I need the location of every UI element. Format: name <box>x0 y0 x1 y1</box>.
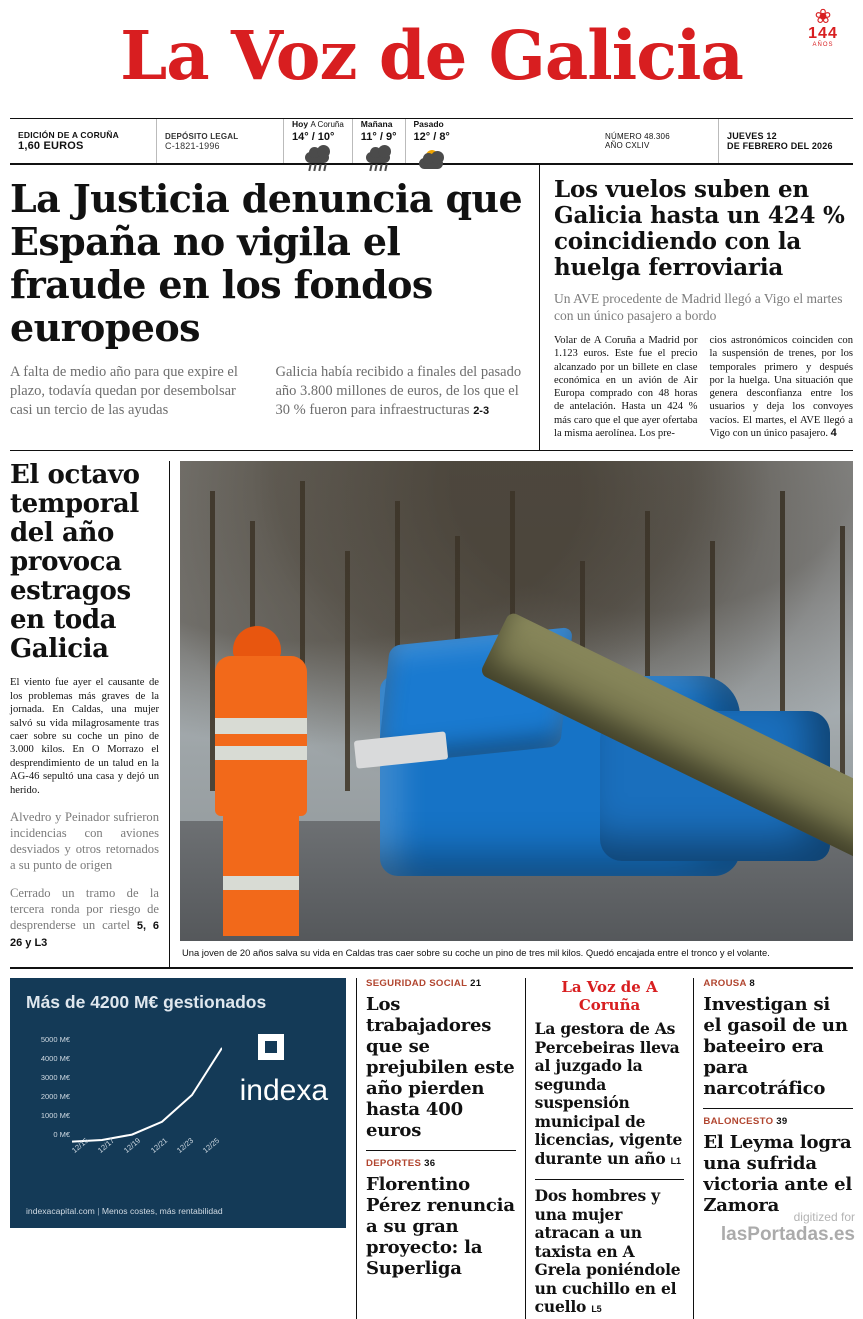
lead-story[interactable] <box>10 165 540 450</box>
local-section-masthead: La Voz de A Coruña <box>561 978 658 1015</box>
edition-price: 1,60 EUROS <box>18 140 84 152</box>
chart-line <box>72 1030 222 1148</box>
second-headline: Los vuelos suben en Galicia hasta un 424 % coincidiendo con la huelga ferroviaria <box>554 176 845 281</box>
storm-headline: El octavo temporal del año provoca estragos en toda Galicia <box>10 460 140 665</box>
top-stories-row <box>10 165 853 451</box>
publication-day: JUEVES 12 <box>727 131 777 141</box>
storm-page-ref: 5, 6 26 y L3 <box>10 920 159 950</box>
bottom-columns <box>346 978 853 1319</box>
bottom-headline-3a[interactable]: Investigan si el gasoil de un bateeiro era para narcotráfico <box>703 994 848 1100</box>
weather-today-temps: 14° / 10° <box>292 131 335 143</box>
chart-y-axis: 5000 M€ 4000 M€ 3000 M€ 2000 M€ 1000 M€ 0 M€ <box>40 1035 70 1140</box>
weather-tomorrow-day: Mañana <box>360 119 393 129</box>
ad-tagline: Menos costes, más rentabilidad <box>101 1206 223 1217</box>
issue-year: AÑO CXLIV <box>605 141 650 150</box>
second-page-ref: 4 <box>830 427 837 440</box>
flower-icon: ❀ <box>814 6 832 28</box>
weather-day-after <box>405 119 458 163</box>
ad-website[interactable]: indexacapital.com <box>26 1206 95 1217</box>
storm-photo-block <box>170 461 853 967</box>
legal-deposit-label: DEPÓSITO LEGAL <box>165 131 239 141</box>
kicker-seguridad-social: SEGURIDAD SOCIAL 21 <box>366 978 482 990</box>
second-story[interactable] <box>540 165 853 450</box>
storm-note-ring-road: Cerrado un tramo de la tercera ronda por riesgo de desprenderse un cartel 5, 6 26 y L3 <box>10 886 159 950</box>
divider <box>366 1150 516 1151</box>
lead-subhead-left: A falta de medio año para que expire el plazo, todavía quedan por desembolsar casi un tercio de las ayudas <box>10 364 238 418</box>
anniversary-label: AÑOS <box>812 42 834 48</box>
divider <box>703 1108 853 1109</box>
storm-body: El viento fue ayer el causante de los problemas más graves de la jornada. En Caldas, una mujer salvó su vida milagrosamente tras caer sobre su coche un pino de 3.000 kilos. En O Morrazo el desprendimiento de un talud en la AG-46 sepultó una casa y dejó un herido. <box>10 677 159 796</box>
lead-headline: La Justicia denuncia que España no vigila el fraude en los fondos europeos <box>10 176 523 350</box>
issue-number-value: NÚMERO 48.306 <box>605 132 670 141</box>
bottom-headline-1b[interactable]: Florentino Pérez renuncia a su gran proyecto: la Superliga <box>366 1174 515 1280</box>
storm-photo-caption: Una joven de 20 años salva su vida en Caldas tras caer sobre su coche un pino de tres mil kilos. Quedó encajada entre el tronco y el volante. <box>182 947 770 959</box>
kicker-deportes: DEPORTES 36 <box>366 1158 436 1170</box>
storm-note-airports: Alvedro y Peinador sufrieron incidencias con aviones desviados y otros retornados a su punto de origen <box>10 810 159 873</box>
anniversary-badge <box>799 8 847 49</box>
bottom-column-1 <box>356 978 526 1319</box>
ad-brand: indexa <box>239 1074 328 1108</box>
lead-page-ref: 2-3 <box>473 405 490 417</box>
emergency-worker <box>215 626 310 936</box>
bottom-headline-1a[interactable]: Los trabajadores que se prejubilen este año pierden hasta 400 euros <box>366 994 515 1142</box>
bottom-headline-2b[interactable]: Dos hombres y una mujer atracan a un taxista en A Grela poniéndole un cuchillo en el cuello L5 <box>534 1186 681 1317</box>
publication-month-year: DE FEBRERO DEL 2026 <box>727 141 833 151</box>
weather-day-after-day: Pasado <box>413 119 444 129</box>
bottom-column-2 <box>526 978 695 1319</box>
masthead <box>10 0 853 118</box>
edition-info <box>10 119 156 163</box>
issue-number <box>597 119 718 163</box>
bottom-headline-3b[interactable]: El Leyma logra una sufrida victoria ante el Zamora <box>703 1132 853 1217</box>
second-body-right: cios astronómicos coinciden con la suspensión de trenes, por los temporales primero y después por la huelga. Una situación que genera desconfianza entre los usuarios y deja los convoyes vacíos. El martes, el AVE llegó a Vigo con un único pasajero. 4 <box>709 335 853 440</box>
anniversary-number: 144 <box>808 25 838 42</box>
ad-footer: indexacapital.com | Menos costes, más rentabilidad <box>26 1206 223 1217</box>
info-bar <box>10 118 853 165</box>
legal-deposit-value: C-1821-1996 <box>165 140 220 151</box>
indexa-logo-icon <box>258 1034 284 1060</box>
weather-tomorrow-temps: 11° / 9° <box>360 131 397 143</box>
weather-today <box>283 119 352 163</box>
kicker-arousa: AROUSA 8 <box>703 978 755 990</box>
weather-tomorrow <box>352 119 405 163</box>
cloud-rain-icon <box>364 148 394 163</box>
storm-story[interactable] <box>10 461 170 967</box>
bottom-headline-2a[interactable]: La gestora de As Percebeiras lleva al juzgado la segunda suspensión municipal de licencias, vigente durante un año L1 <box>534 1019 683 1168</box>
weather-today-day: Hoy <box>292 119 309 129</box>
weather-day-after-temps: 12° / 8° <box>413 131 450 143</box>
storm-story-row <box>10 451 853 969</box>
cloud-rain-icon <box>303 148 333 163</box>
cloud-sun-icon <box>417 148 447 163</box>
legal-deposit <box>156 119 283 163</box>
chart-x-axis: 12/15 12/17 12/19 12/21 12/23 12/25 <box>70 1136 222 1156</box>
ad-title: Más de 4200 M€ gestionados <box>26 992 267 1013</box>
bottom-row <box>10 969 853 1319</box>
newspaper-title: La Voz de Galicia <box>120 16 743 95</box>
second-body-left: Volar de A Coruña a Madrid por 1.123 euros. Este fue el precio alcanzado por un billete en clase económica en un avión de Air Europa comprado con 48 horas de antelación. Hasta un 424 % más caro que el que ayer ofertaba la misma aerolínea. Los pre- <box>554 335 698 440</box>
divider <box>535 1179 685 1180</box>
advertisement-indexa[interactable] <box>10 978 346 1228</box>
kicker-baloncesto: BALONCESTO 39 <box>703 1116 788 1128</box>
watermark: digitized for lasPortadas.es <box>720 1210 855 1245</box>
weather-today-city: A Coruña <box>310 120 344 129</box>
storm-photo <box>180 461 853 941</box>
second-subhead: Un AVE procedente de Madrid llegó a Vigo el martes con un único pasajero a bordo <box>554 291 843 323</box>
publication-date <box>718 119 853 163</box>
ad-chart <box>26 1030 222 1170</box>
edition-name: EDICIÓN DE A CORUÑA <box>18 130 119 140</box>
lead-subhead-right: Galicia había recibido a finales del pasado año 3.800 millones de euros, de los que el 30 % fueron para infraestructuras 2-3 <box>275 364 522 418</box>
bottom-column-3 <box>694 978 853 1319</box>
